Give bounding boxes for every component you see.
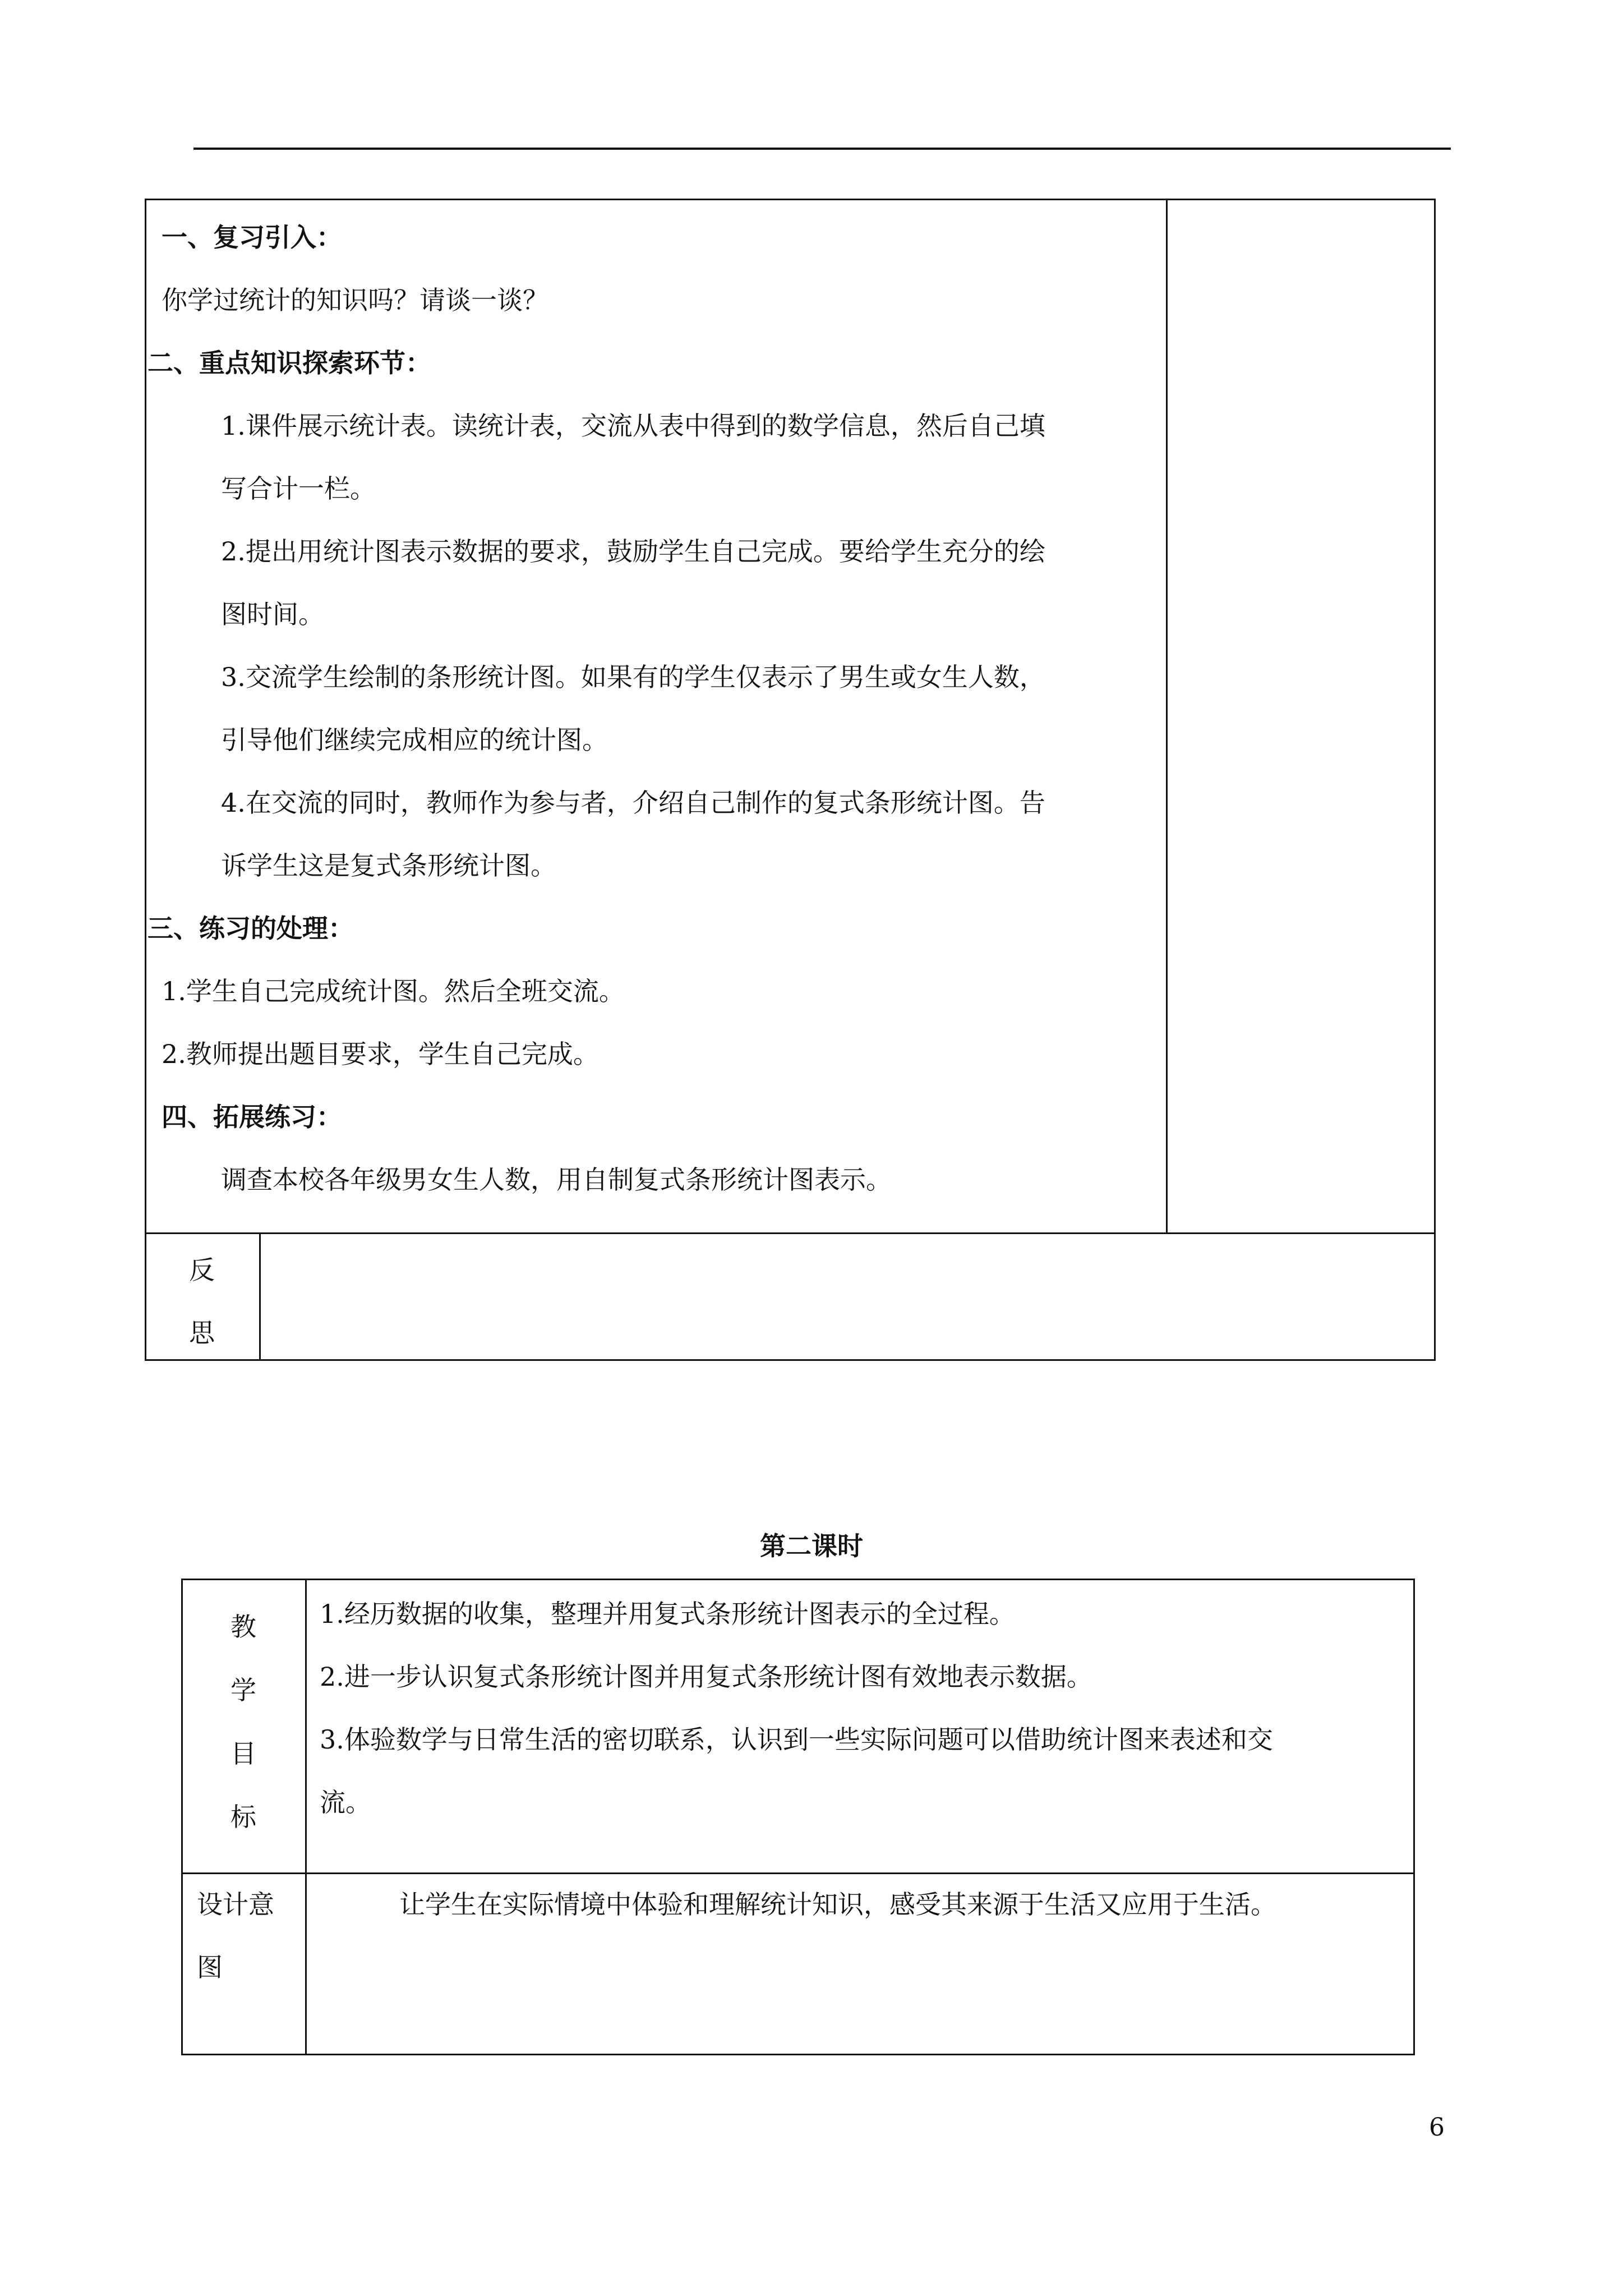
table-column-divider	[305, 1580, 307, 2054]
extension-task: 调查本校各年级男女生人数，用自制复式条形统计图表示。	[221, 1165, 892, 1195]
goals-label-char-3: 目	[230, 1738, 256, 1769]
goals-label-char-4: 标	[230, 1802, 256, 1832]
step-1-line-2: 写合计一栏。	[221, 473, 376, 504]
heading-extension: 四、拓展练习：	[162, 1102, 342, 1132]
reflection-label-char-2: 思	[189, 1318, 215, 1348]
lesson-goals-table	[181, 1579, 1415, 2055]
step-2-line-2: 图时间。	[221, 599, 324, 629]
reflection-label-char-1: 反	[189, 1255, 215, 1285]
table-row-divider	[183, 1872, 1413, 1874]
header-rule	[193, 148, 1451, 150]
heading-practice: 三、练习的处理：	[147, 913, 354, 944]
design-intent-label-line-2: 图	[197, 1952, 223, 1982]
design-intent-text: 让学生在实际情境中体验和理解统计知识，感受其来源于生活又应用于生活。	[399, 1889, 1276, 1920]
goal-item-1: 1.经历数据的收集，整理并用复式条形统计图表示的全过程。	[320, 1599, 1015, 1629]
step-1-line-1: 1.课件展示统计表。读统计表，交流从表中得到的数学信息，然后自己填	[221, 411, 1045, 441]
goals-label-char-1: 教	[230, 1612, 256, 1642]
review-question: 你学过统计的知识吗？请谈一谈？	[162, 285, 548, 315]
step-4-line-1: 4.在交流的同时，教师作为参与者，介绍自己制作的复式条形统计图。告	[221, 788, 1045, 818]
step-4-line-2: 诉学生这是复式条形统计图。	[221, 850, 556, 881]
practice-item-1: 1.学生自己完成统计图。然后全班交流。	[162, 976, 625, 1006]
design-intent-label-line-1: 设计意	[197, 1889, 274, 1920]
step-3-line-1: 3.交流学生绘制的条形统计图。如果有的学生仅表示了男生或女生人数，	[221, 662, 1045, 692]
goal-item-2: 2.进一步认识复式条形统计图并用复式条形统计图有效地表示数据。	[320, 1662, 1092, 1692]
reflection-column-divider	[259, 1232, 261, 1361]
practice-item-2: 2.教师提出题目要求，学生自己完成。	[162, 1039, 599, 1069]
section-title: 第二课时	[760, 1531, 863, 1561]
step-2-line-1: 2.提出用统计图表示数据的要求，鼓励学生自己完成。要给学生充分的绘	[221, 536, 1045, 567]
heading-key-knowledge: 二、重点知识探索环节：	[147, 348, 431, 378]
page-number: 6	[1429, 2113, 1445, 2142]
goal-item-3-line-2: 流。	[320, 1787, 371, 1818]
lesson-process-table	[145, 199, 1436, 1361]
heading-review-intro: 一、复习引入：	[162, 222, 342, 252]
step-3-line-2: 引导他们继续完成相应的统计图。	[221, 725, 608, 755]
table-column-divider	[1166, 200, 1168, 1232]
table-row-divider	[146, 1232, 1434, 1234]
goals-label-char-2: 学	[230, 1675, 256, 1705]
goal-item-3-line-1: 3.体验数学与日常生活的密切联系，认识到一些实际问题可以借助统计图来表述和交	[320, 1724, 1273, 1755]
